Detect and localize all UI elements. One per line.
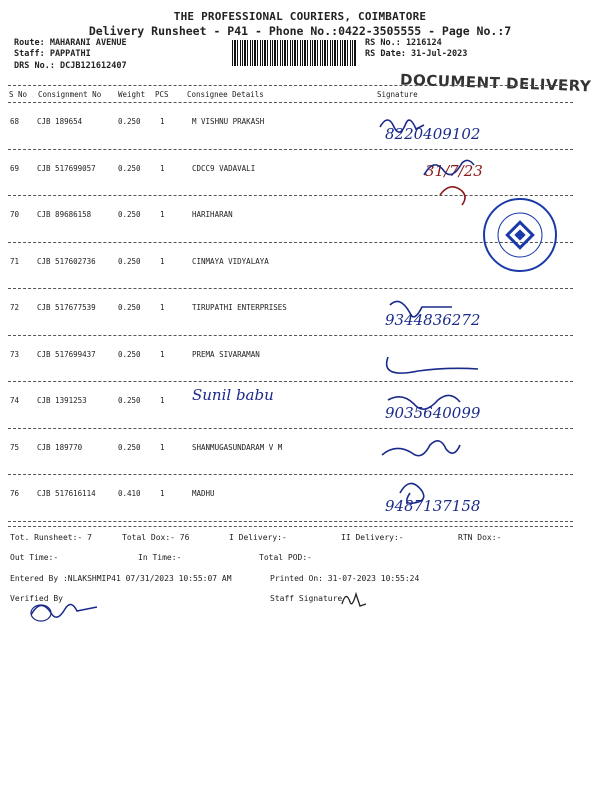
col-pcs: PCS <box>155 90 169 99</box>
row-consignee: MADHU <box>192 489 215 498</box>
row-weight: 0.250 <box>118 349 141 359</box>
row-consignment-no: CJB 189770 <box>37 442 83 452</box>
route-label: Route: MAHARANI AVENUE <box>14 38 127 48</box>
row-pcs: 1 <box>160 349 165 359</box>
row-pcs: 1 <box>160 442 165 452</box>
row-sno: 69 <box>10 163 20 173</box>
row-consignment-no: CJB 517699437 <box>37 349 96 359</box>
divider <box>8 85 573 86</box>
row-weight: 0.250 <box>118 163 141 173</box>
verified-by: Verified By <box>10 594 63 603</box>
row-weight: 0.410 <box>118 489 141 498</box>
row-consignment-no: CJB 517602736 <box>37 256 96 266</box>
handwritten-phone: 9035640099 <box>385 404 481 422</box>
row-consignment-no: CJB 1391253 <box>37 396 87 405</box>
col-sno: S No <box>9 90 28 99</box>
row-weight: 0.250 <box>118 442 141 452</box>
verified-signature-icon <box>25 595 105 625</box>
entered-by: Entered By :NLAKSHMIP41 07/31/2023 10:55:07 AM <box>10 574 232 583</box>
row-sno: 75 <box>10 442 20 452</box>
signature-scribbles <box>370 105 590 525</box>
row-pcs: 1 <box>160 256 165 266</box>
rs-date: RS Date: 31-Jul-2023 <box>365 49 468 59</box>
staff-signature-icon <box>338 588 368 608</box>
row-consignment-no: CJB 517699057 <box>37 163 96 173</box>
row-pcs: 1 <box>160 117 165 126</box>
handwritten-phone: 31/7/23 <box>425 161 483 180</box>
row-consignee: TIRUPATHI ENTERPRISES <box>192 303 287 312</box>
col-signature: Signature <box>377 90 418 99</box>
ii-delivery: II Delivery:- <box>341 533 404 542</box>
col-weight: Weight <box>118 90 146 99</box>
row-weight: 0.250 <box>118 256 141 266</box>
row-consignee: CINMAYA VIDYALAYA <box>192 256 269 266</box>
total-runsheet: Tot. Runsheet:- 7 <box>10 533 92 542</box>
document-delivery-stamp: DOCUMENT DELIVERY <box>399 70 592 96</box>
row-weight: 0.250 <box>118 303 141 312</box>
row-sno: 68 <box>10 117 20 126</box>
total-pod: Total POD:- <box>259 553 312 562</box>
row-consignment-no: CJB 517616114 <box>37 489 96 498</box>
runsheet-subtitle: Delivery Runsheet - P41 - Phone No.:0422-3505555 - Page No.:7 <box>88 24 512 38</box>
divider <box>8 102 573 103</box>
out-time: Out Time:- <box>10 553 59 562</box>
row-sno: 74 <box>10 396 20 405</box>
col-consignment: Consignment No <box>38 90 102 99</box>
row-consignee: PREMA SIVARAMAN <box>192 349 260 359</box>
row-sno: 71 <box>10 256 20 266</box>
row-sno: 76 <box>10 489 20 498</box>
row-consignment-no: CJB 89686158 <box>37 210 92 219</box>
staff-signature: Staff Signature <box>270 594 343 603</box>
row-consignee: Sunil babu <box>192 386 274 404</box>
total-dox: Total Dox:- 76 <box>122 533 190 542</box>
row-weight: 0.250 <box>118 396 141 405</box>
printed-on: Printed On: 31-07-2023 10:55:24 <box>270 574 420 583</box>
col-consignee: Consignee Details <box>187 90 264 99</box>
row-pcs: 1 <box>160 163 165 173</box>
page-title: THE PROFESSIONAL COURIERS, COIMBATORE <box>173 10 427 23</box>
divider <box>8 526 573 527</box>
row-consignee: M VISHNU PRAKASH <box>192 117 265 126</box>
rs-number: RS No.: 1216124 <box>365 38 442 48</box>
barcode-image <box>232 40 357 66</box>
row-pcs: 1 <box>160 489 165 498</box>
row-pcs: 1 <box>160 210 165 219</box>
row-weight: 0.250 <box>118 210 141 219</box>
drs-number: DRS No.: DCJB121612407 <box>14 61 127 71</box>
row-sno: 72 <box>10 303 20 312</box>
row-consignment-no: CJB 517677539 <box>37 303 96 312</box>
in-time: In Time:- <box>138 553 182 562</box>
row-consignee: CDCC9 VADAVALI <box>192 163 256 173</box>
handwritten-phone: 9344836272 <box>385 311 481 329</box>
row-pcs: 1 <box>160 303 165 312</box>
row-pcs: 1 <box>160 396 165 405</box>
handwritten-phone: 9487137158 <box>385 497 481 515</box>
row-sno: 73 <box>10 349 20 359</box>
rtn-dox: RTN Dox:- <box>458 533 502 542</box>
row-consignment-no: CJB 189654 <box>37 117 83 126</box>
row-weight: 0.250 <box>118 117 141 126</box>
i-delivery: I Delivery:- <box>229 533 287 542</box>
staff-label: Staff: PAPPATHI <box>14 49 91 59</box>
row-sno: 70 <box>10 210 20 219</box>
row-consignee: SHANMUGASUNDARAM V M <box>192 442 283 452</box>
row-consignee: HARIHARAN <box>192 210 233 219</box>
handwritten-phone: 8220409102 <box>385 125 481 143</box>
